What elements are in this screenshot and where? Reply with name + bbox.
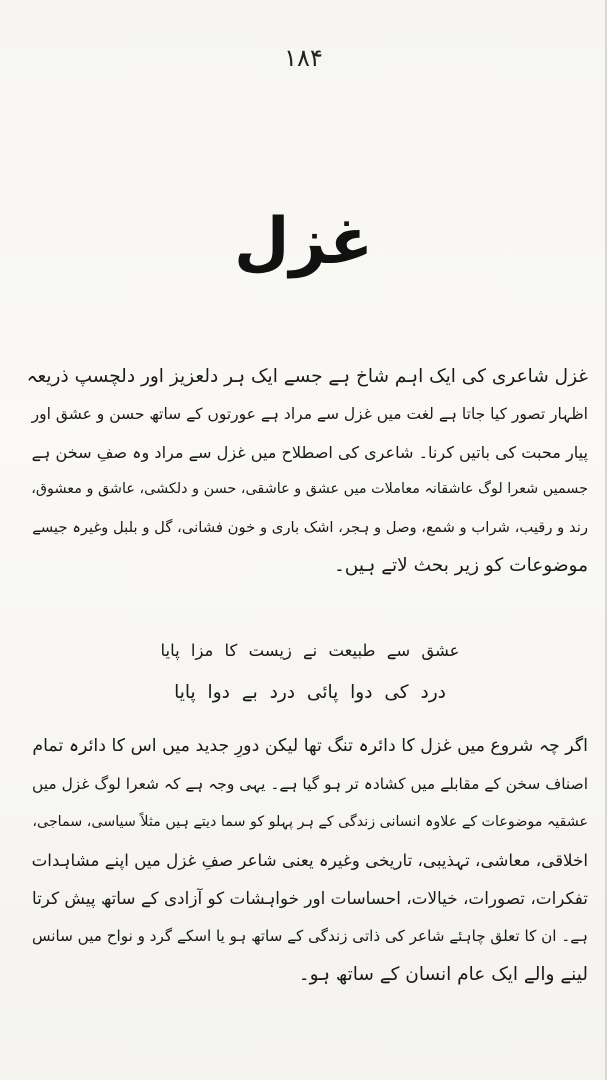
text-line: غزل شاعری کی ایک اہم شاخ ہے جسے ایک ہر دلعزیز اور دلچسپ ذریعہ	[26, 366, 588, 387]
page-number: ۱۸۴	[284, 44, 323, 72]
text-line: ہے۔ ان کا تعلق چاہئے شاعر کی ذاتی زندگی کے ساتھ ہو یا اسکے گرد و نواح میں سانس	[31, 927, 588, 946]
text-line: اظہار تصور کیا جاتا ہے لغت میں غزل سے مراد ہے عورتوں کے ساتھ حسن و عشق اور	[31, 404, 588, 423]
text-line: جسمیں شعرا لوگ عاشقانہ معاملات میں عشق و عاشقی، حسن و دلکشی، عاشق و معشوق،	[31, 481, 588, 498]
text-line: عشقیہ موضوعات کے علاوہ انسانی زندگی کے ہر پہلو کو سما دیتے ہیں مثلاً سیاسی، سماجی،	[32, 814, 588, 831]
text-line: موضوعات کو زیر بحث لاتے ہیں۔	[333, 554, 588, 576]
verse-line: درد کی دوا پائی درد بے دوا پایا	[174, 682, 446, 703]
text-line: پیار محبت کی باتیں کرنا۔ شاعری کی اصطلاح میں غزل سے مراد وہ صفِ سخن ہے	[31, 442, 588, 462]
verse-couplet	[160, 630, 460, 714]
text-line: اخلاقی، معاشی، تہذیبی، تاریخی وغیرہ یعنی شاعر صفِ غزل میں اپنے مشاہدات	[31, 850, 588, 871]
second-paragraph	[20, 727, 588, 994]
text-line: اصناف سخن کے مقابلے میں کشادہ تر ہو گیا ہے۔ یہی وجہ ہے کہ شعرا لوگ غزل میں	[31, 775, 588, 794]
text-line: رند و رقیب، شراب و شمع، وصل و ہجر، اشک باری و خون فشانی، گل و بلبل وغیرہ جیسے	[32, 519, 588, 537]
intro-paragraph	[20, 358, 588, 585]
text-line: اگر چہ شروع میں غزل کا دائرہ تنگ تھا لیکن دورِ جدید میں اس کا دائرہ تمام	[32, 736, 588, 756]
verse-line: عشق سے طبیعت نے زیست کا مزا پایا	[160, 641, 460, 660]
text-line: لینے والے ایک عام انسان کے ساتھ ہو۔	[298, 963, 588, 985]
chapter-title: غزل	[233, 205, 374, 279]
text-line: تفکرات، تصورات، خیالات، احساسات اور خواہشات کو آزادی کے ساتھ پیش کرتا	[32, 888, 588, 909]
